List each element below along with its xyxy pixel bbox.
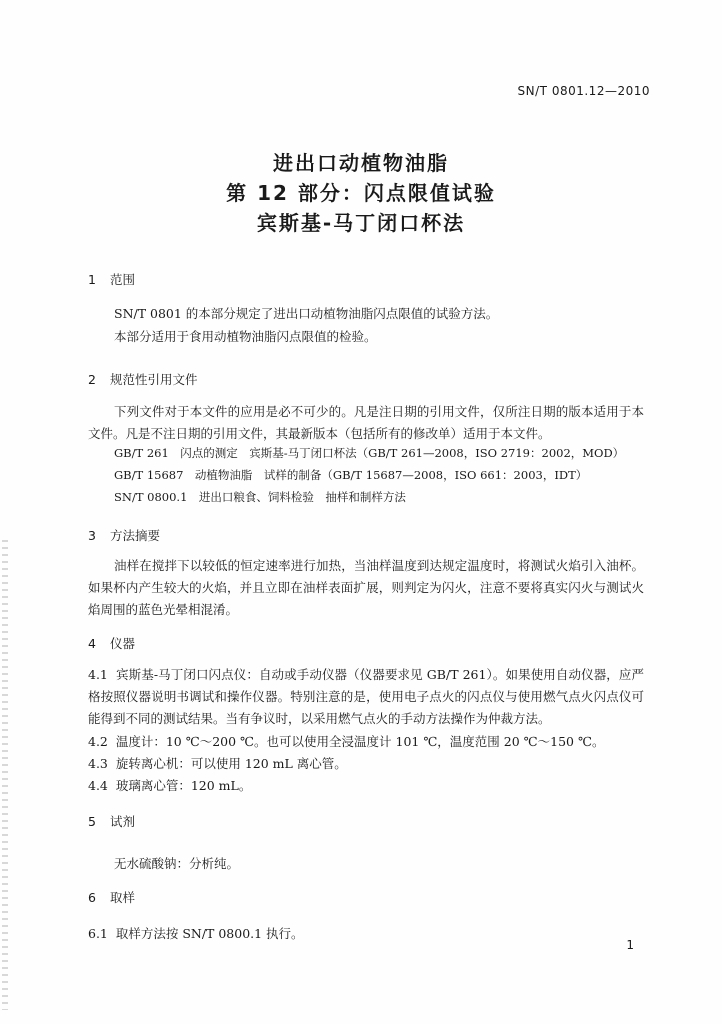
section-title: 试剂 bbox=[110, 814, 136, 829]
item-4-4 bbox=[88, 776, 251, 794]
standard-number: SN/T 0801.12—2010 bbox=[517, 84, 650, 98]
document-title bbox=[0, 148, 722, 238]
item-text: 玻璃离心管：120 mL。 bbox=[115, 778, 252, 793]
section-5-heading bbox=[88, 812, 135, 830]
item-4-2 bbox=[88, 732, 604, 750]
section-title: 范围 bbox=[110, 272, 136, 287]
item-4-3 bbox=[88, 754, 347, 772]
section-number: 3 bbox=[88, 528, 96, 543]
section-6-heading bbox=[88, 888, 135, 906]
item-text: 宾斯基-马丁闭口闪点仪：自动或手动仪器（仪器要求见 GB/T 261）。如果使用自动仪器，应严格按照仪器说明书调试和操作仪器。特别注意的是，使用电子点火的闪点仪与使用燃气点火闪点仪可能得到不同的测试结果。当有争议时，以采用燃气点火的手动方法操作为仲裁方法。 bbox=[88, 667, 644, 726]
item-number: 4.2 bbox=[88, 734, 108, 749]
section-title: 仪器 bbox=[110, 636, 136, 651]
section-number: 2 bbox=[88, 372, 96, 387]
item-text: 取样方法按 SN/T 0800.1 执行。 bbox=[115, 926, 304, 941]
section-number: 4 bbox=[88, 636, 96, 651]
reference-sn-t-0800-1: SN/T 0800.1 进出口粮食、饲料检验 抽样和制样方法 bbox=[114, 490, 406, 504]
section-title: 方法摘要 bbox=[110, 528, 161, 543]
section-1-heading bbox=[88, 270, 135, 288]
item-number: 4.3 bbox=[88, 756, 108, 771]
section-number: 6 bbox=[88, 890, 96, 905]
item-6-1 bbox=[88, 924, 304, 942]
section-4-heading bbox=[88, 634, 135, 652]
item-number: 4.1 bbox=[88, 667, 108, 682]
title-line-2: 第 12 部分：闪点限值试验 bbox=[226, 181, 496, 205]
reference-gb-t-261: GB/T 261 闪点的测定 宾斯基-马丁闭口杯法（GB/T 261—2008，ISO 2719：2002，MOD） bbox=[114, 446, 625, 460]
section-5-paragraph: 无水硫酸钠：分析纯。 bbox=[114, 856, 240, 871]
title-line-3: 宾斯基-马丁闭口杯法 bbox=[256, 211, 466, 235]
item-text: 旋转离心机：可以使用 120 mL 离心管。 bbox=[115, 756, 347, 771]
section-1-paragraph-2: 本部分适用于食用动植物油脂闪点限值的检验。 bbox=[114, 329, 377, 344]
item-4-1 bbox=[88, 664, 644, 730]
section-3-paragraph: 油样在搅拌下以较低的恒定速率进行加热，当油样温度到达规定温度时，将测试火焰引入油杯。如果杯内产生较大的火焰，并且立即在油样表面扩展，则判定为闪火，注意不要将真实闪火与测试火焰周围的蓝色光晕相混淆。 bbox=[88, 558, 644, 617]
reference-gb-t-15687: GB/T 15687 动植物油脂 试样的制备（GB/T 15687—2008，ISO 661：2003，IDT） bbox=[114, 468, 588, 482]
section-title: 规范性引用文件 bbox=[110, 372, 198, 387]
title-line-1: 进出口动植物油脂 bbox=[273, 151, 449, 175]
section-2-paragraph: 下列文件对于本文件的应用是必不可少的。凡是注日期的引用文件，仅所注日期的版本适用于本文件。凡是不注日期的引用文件，其最新版本（包括所有的修改单）适用于本文件。 bbox=[88, 404, 644, 441]
scan-edge-artifact bbox=[2, 540, 8, 1010]
section-2-heading bbox=[88, 370, 198, 388]
page-number: 1 bbox=[626, 938, 634, 952]
section-1-paragraph-1: SN/T 0801 的本部分规定了进出口动植物油脂闪点限值的试验方法。 bbox=[114, 306, 499, 321]
section-number: 5 bbox=[88, 814, 96, 829]
section-title: 取样 bbox=[110, 890, 136, 905]
section-3-heading bbox=[88, 526, 160, 544]
section-number: 1 bbox=[88, 272, 96, 287]
item-number: 6.1 bbox=[88, 926, 108, 941]
item-number: 4.4 bbox=[88, 778, 108, 793]
item-text: 温度计：10 ℃～200 ℃。也可以使用全浸温度计 101 ℃，温度范围 20 ℃～150 ℃。 bbox=[115, 734, 605, 749]
